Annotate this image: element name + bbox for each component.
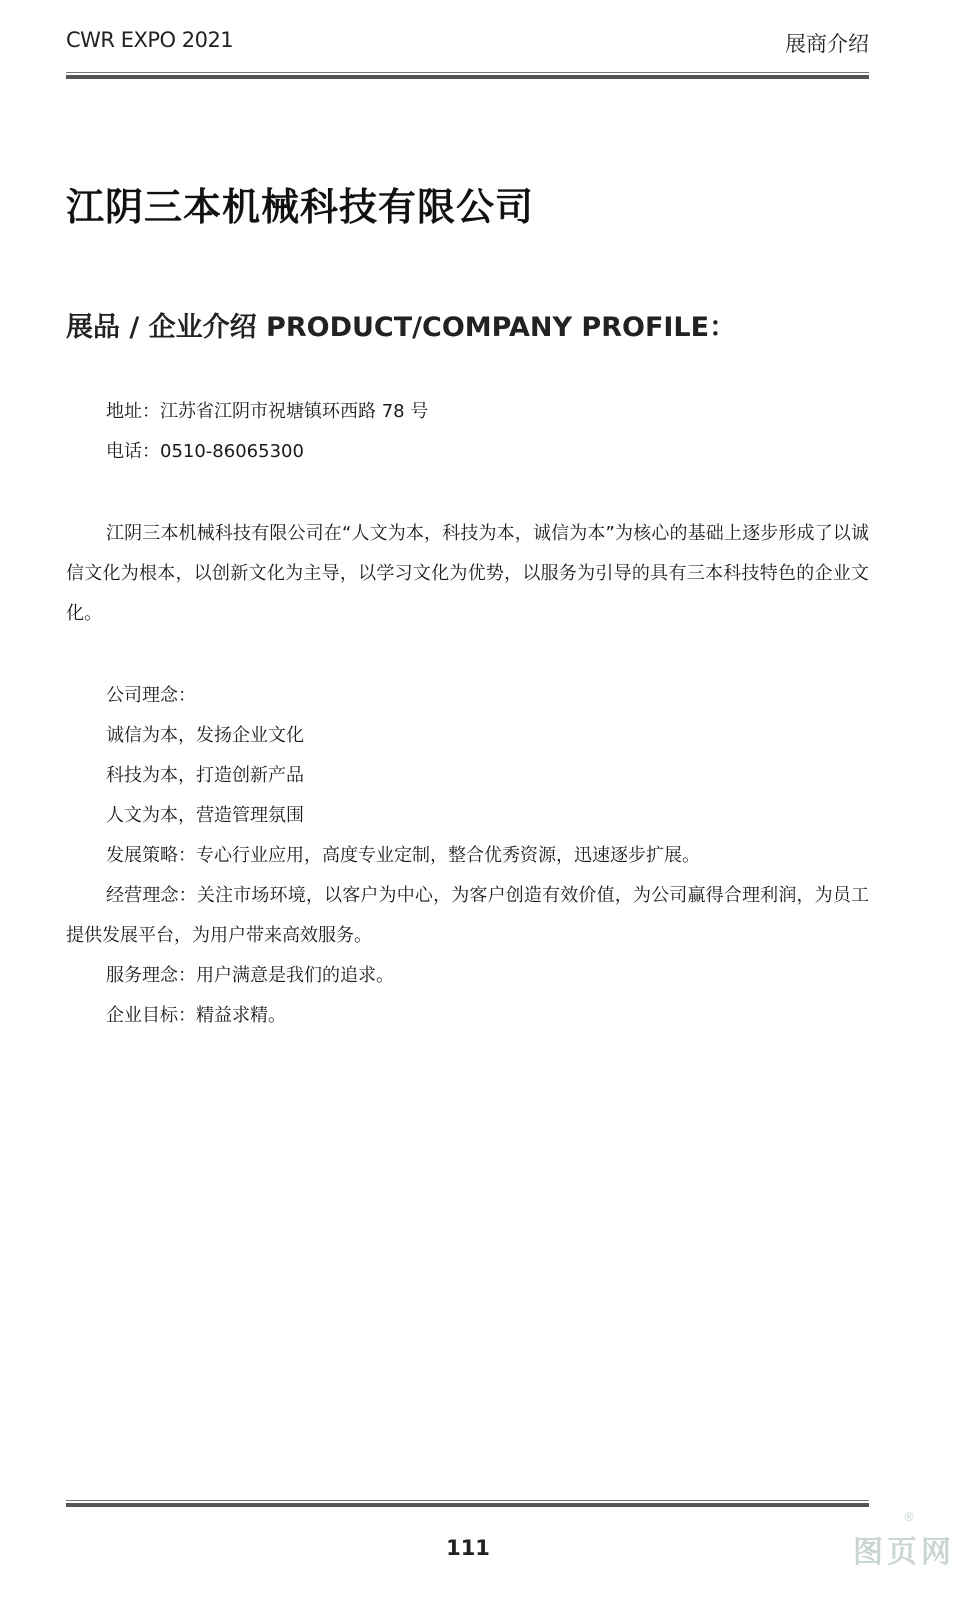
page-number: 111 (446, 1536, 490, 1560)
contact-block (66, 392, 869, 472)
philosophy-item: 人文为本，营造管理氛围 (106, 805, 304, 826)
registered-mark: ® (903, 1510, 915, 1524)
company-title: 江阴三本机械科技有限公司 (66, 185, 535, 229)
goal-line: 企业目标：精益求精。 (106, 1005, 286, 1026)
section-heading: 展品 / 企业介绍 PRODUCT/COMPANY PROFILE： (66, 312, 737, 343)
philosophy-block (66, 676, 869, 1036)
intro-block (66, 514, 869, 634)
philosophy-item: 诚信为本，发扬企业文化 (106, 725, 304, 746)
strategy-line: 发展策略：专心行业应用，高度专业定制，整合优秀资源，迅速逐步扩展。 (106, 845, 700, 866)
expo-name: CWR EXPO 2021 (66, 28, 234, 52)
intro-paragraph: 江阴三本机械科技有限公司在“人文为本，科技为本，诚信为本”为核心的基础上逐步形成了以诚信文化为根本，以创新文化为主导，以学习文化为优势，以服务为引导的具有三本科技特色的企业文化。 (66, 523, 869, 624)
philosophy-item: 科技为本，打造创新产品 (106, 765, 304, 786)
footer-divider (66, 1500, 869, 1507)
business-line: 经营理念：关注市场环境，以客户为中心，为客户创造有效价值，为公司赢得合理利润，为员工提供发展平台，为用户带来高效服务。 (66, 885, 869, 946)
phone-line: 电话：0510-86065300 (106, 441, 304, 462)
section-name: 展商介绍 (785, 32, 869, 56)
header-divider (66, 72, 869, 79)
philosophy-heading: 公司理念： (106, 685, 196, 706)
watermark-logo: 图页网 (853, 1535, 955, 1570)
service-line: 服务理念：用户满意是我们的追求。 (106, 965, 394, 986)
address-line: 地址：江苏省江阴市祝塘镇环西路 78 号 (106, 401, 429, 422)
